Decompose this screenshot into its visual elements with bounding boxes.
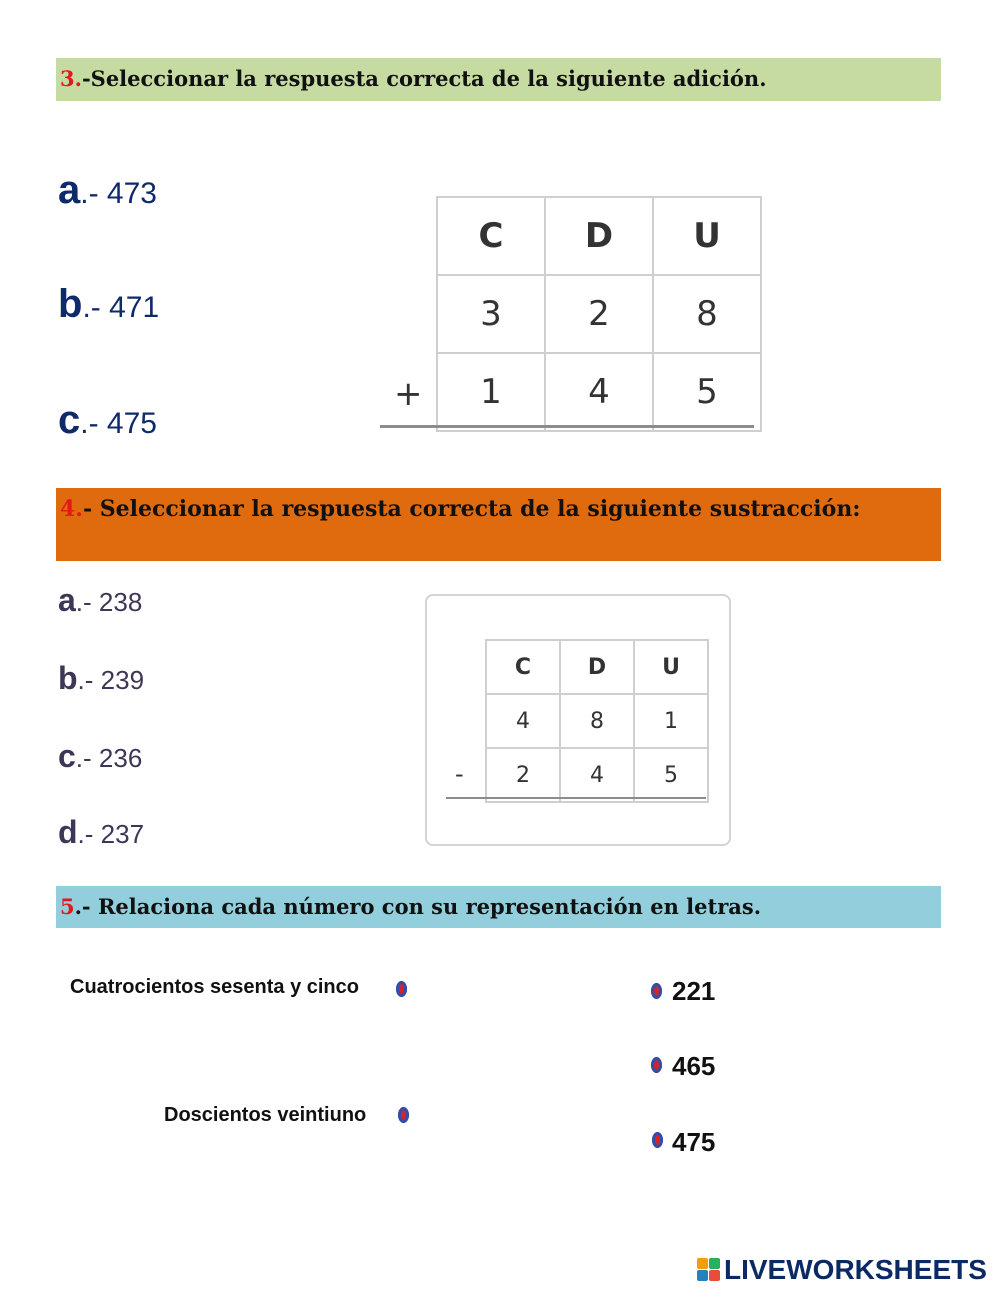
header-u: U	[634, 640, 708, 694]
option-letter: c	[58, 398, 81, 442]
table-cell: 1	[437, 353, 545, 431]
plus-sign: +	[394, 374, 423, 414]
addition-table	[436, 196, 762, 432]
option-value: 471	[109, 291, 160, 324]
option-letter: b	[58, 660, 78, 696]
table-row	[437, 353, 761, 431]
option-value: 475	[106, 407, 157, 440]
table-row	[486, 694, 708, 748]
match-dot-left-2[interactable]	[398, 1107, 409, 1123]
table-cell: 8	[653, 275, 761, 353]
table-row	[486, 748, 708, 802]
liveworksheets-logo-icon	[697, 1258, 721, 1282]
section-3-title: -Seleccionar la respuesta correcta de la siguiente adición.	[81, 66, 767, 91]
subtraction-table	[485, 639, 709, 803]
option-separator: .-	[80, 407, 107, 440]
option-letter: a	[58, 582, 76, 618]
header-c: C	[486, 640, 560, 694]
section-5-title: .- Relaciona cada número con su representación en letras.	[74, 894, 762, 919]
table-cell: 4	[486, 694, 560, 748]
table-header-row	[437, 197, 761, 275]
section-3-option-b[interactable]	[58, 282, 159, 327]
table-cell: 2	[545, 275, 653, 353]
header-d: D	[560, 640, 634, 694]
header-u: U	[653, 197, 761, 275]
option-separator: .-	[75, 587, 99, 617]
match-dot-right-3[interactable]	[652, 1132, 663, 1148]
match-dot-right-2[interactable]	[651, 1057, 662, 1073]
option-separator: .-	[82, 291, 110, 324]
section-4-option-b[interactable]	[58, 660, 144, 697]
section-5-number: 5	[60, 894, 75, 919]
number-item-3: 475	[672, 1127, 716, 1157]
section-4-option-c[interactable]	[58, 738, 142, 775]
section-4-option-d[interactable]	[58, 814, 144, 851]
table-cell: 1	[634, 694, 708, 748]
word-item-2: Doscientos veintiuno	[164, 1104, 367, 1126]
match-dot-left-1[interactable]	[396, 981, 407, 997]
option-letter: b	[58, 282, 83, 326]
table-cell: 5	[634, 748, 708, 802]
difference-line	[446, 797, 706, 799]
table-row	[437, 275, 761, 353]
table-cell: 3	[437, 275, 545, 353]
section-5-heading	[56, 886, 941, 928]
liveworksheets-logo[interactable]: LIVEWORKSHEETS	[724, 1254, 987, 1285]
minus-sign: -	[455, 760, 464, 788]
header-c: C	[437, 197, 545, 275]
option-letter: c	[58, 738, 76, 774]
section-3-option-a[interactable]	[58, 168, 157, 213]
option-value: 238	[98, 587, 143, 617]
option-value: 236	[98, 743, 143, 773]
option-separator: .-	[80, 177, 107, 210]
table-cell: 2	[486, 748, 560, 802]
section-4-heading	[56, 488, 941, 561]
section-3-number: 3.	[60, 66, 82, 91]
option-separator: .-	[77, 665, 101, 695]
header-d: D	[545, 197, 653, 275]
section-3-option-c[interactable]	[58, 398, 157, 443]
table-cell: 5	[653, 353, 761, 431]
match-dot-right-1[interactable]	[651, 983, 662, 999]
table-cell: 8	[560, 694, 634, 748]
option-value: 473	[106, 177, 157, 210]
option-letter: a	[58, 168, 81, 212]
table-cell: 4	[560, 748, 634, 802]
section-4-number: 4.	[60, 496, 83, 522]
table-header-row	[486, 640, 708, 694]
option-separator: .-	[75, 743, 99, 773]
option-letter: d	[58, 814, 78, 850]
number-item-2: 465	[672, 1051, 716, 1081]
sum-line	[380, 425, 754, 428]
option-separator: .-	[77, 819, 101, 849]
number-item-1: 221	[672, 976, 716, 1006]
option-value: 239	[100, 665, 145, 695]
word-item-1: Cuatrocientos sesenta y cinco	[70, 976, 359, 998]
section-3-heading	[56, 58, 941, 101]
table-cell: 4	[545, 353, 653, 431]
section-4-title: - Seleccionar la respuesta correcta de la siguiente sustracción:	[82, 496, 861, 522]
option-value: 237	[100, 819, 145, 849]
section-4-option-a[interactable]	[58, 582, 142, 619]
